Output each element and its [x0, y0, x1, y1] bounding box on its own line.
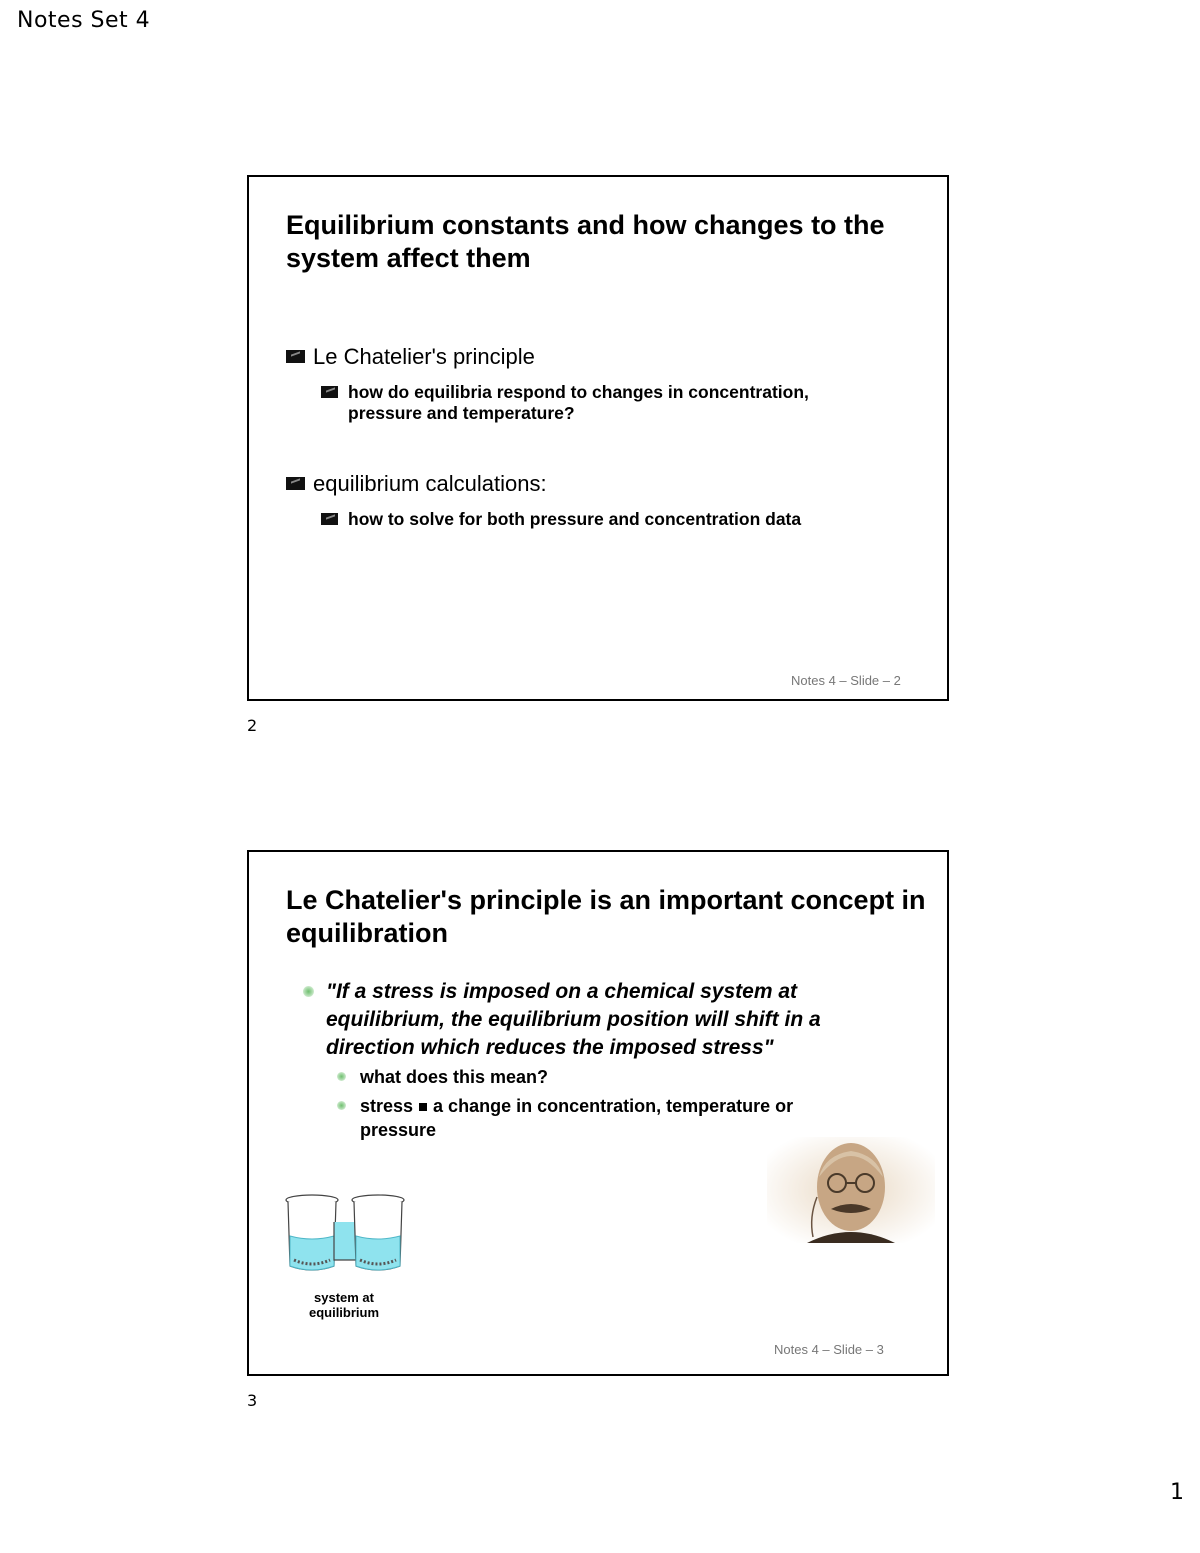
sub-bullet-solve [321, 509, 881, 530]
sub-bullet-text: how do equilibria respond to changes in concentration, pressure and temperature? [348, 382, 809, 423]
sub-bullet-text: how to solve for both pressure and concentration data [348, 509, 802, 529]
sub-bullet-equilibria-respond [321, 382, 881, 424]
sub-bullet-text: what does this mean? [360, 1067, 549, 1087]
quote-text: "If a stress is imposed on a chemical system at equilibrium, the equilibrium position will shift in a direction which reduces the imposed stress" [326, 980, 821, 1059]
sub-bullet-stress [337, 1094, 857, 1142]
slide-number: 3 [247, 1391, 258, 1410]
slide-title: Le Chatelier's principle is an important concept in equilibration [286, 885, 926, 948]
round-bullet-icon [337, 1101, 346, 1110]
square-bullet-icon [286, 477, 305, 490]
slide-3 [247, 850, 949, 1376]
bullet-text: equilibrium calculations: [313, 471, 547, 496]
slide-2 [247, 175, 949, 701]
slide-title: Equilibrium constants and how changes to the system affect them [286, 210, 885, 273]
square-bullet-icon [321, 386, 338, 398]
left-beaker [286, 1195, 338, 1270]
page-number: 1 [1170, 1480, 1184, 1505]
connected-beakers-figure [284, 1192, 406, 1276]
portrait-photo [767, 1137, 935, 1243]
bullet-text: Le Chatelier's principle [313, 344, 535, 369]
square-bullet-icon [286, 350, 305, 363]
connecting-tube [334, 1222, 356, 1260]
bullet-equilibrium-calculations [286, 471, 547, 497]
quote-bullet [303, 978, 883, 1062]
slide-footer: Notes 4 – Slide – 2 [791, 673, 901, 688]
figure-caption: system at equilibrium [308, 1290, 380, 1320]
sub-bullet-meaning [337, 1065, 857, 1089]
slide-footer: Notes 4 – Slide – 3 [774, 1342, 884, 1357]
sub-bullet-text [360, 1094, 857, 1142]
page-header: Notes Set 4 [17, 8, 151, 33]
round-bullet-icon [337, 1072, 346, 1081]
slide-number: 2 [247, 716, 258, 735]
round-bullet-icon [303, 986, 314, 997]
right-beaker [352, 1195, 404, 1270]
stress-definition: a change in concentration, temperature or pressure [360, 1096, 794, 1140]
square-bullet-icon [321, 513, 338, 525]
stress-term: stress [360, 1096, 414, 1116]
bullet-le-chatelier [286, 344, 535, 370]
equivalence-symbol-icon [419, 1103, 427, 1111]
